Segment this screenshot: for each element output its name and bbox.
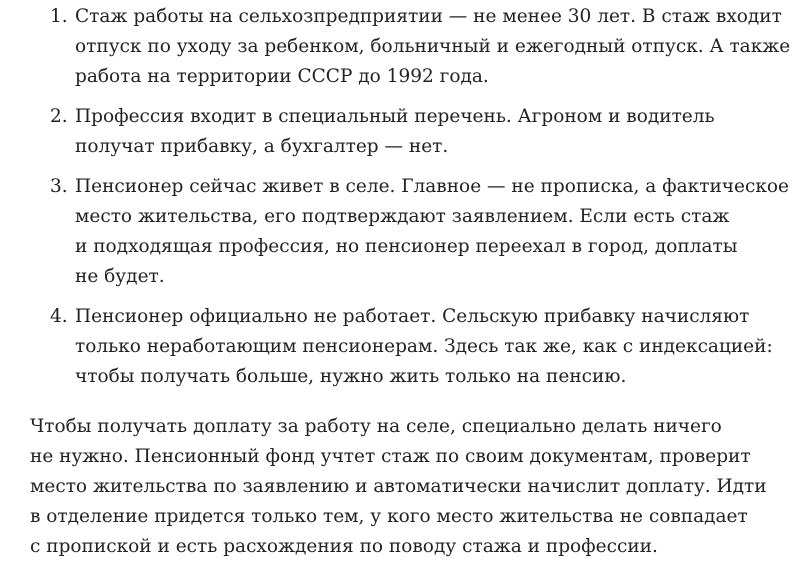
list-item-text-line: получат прибавку, а бухгалтер — нет.	[75, 136, 449, 157]
list-item-number: 4.	[50, 306, 68, 327]
list-item	[30, 102, 790, 162]
list-item-text-line: и подходящая профессия, но пенсионер переехал в город, доплаты	[75, 236, 738, 257]
list-item-number: 1.	[50, 6, 68, 27]
list-item	[30, 302, 790, 392]
list-item-text-line: Пенсионер сейчас живет в селе. Главное — не прописка, а фактическое	[75, 176, 789, 197]
list-item-text-line: Пенсионер официально не работает. Сельскую прибавку начисляют	[75, 306, 750, 327]
paragraph-line: не нужно. Пенсионный фонд учтет стаж по своим документам, проверит	[30, 446, 751, 467]
paragraph-line: Чтобы получать доплату за работу на селе, специально делать ничего	[30, 416, 722, 437]
list-item	[30, 2, 790, 92]
list-item-text-line: чтобы получать больше, нужно жить только на пенсию.	[75, 366, 627, 387]
list-item-text-line: место жительства, его подтверждают заявлением. Если есть стаж	[75, 206, 730, 227]
paragraph-line: с пропиской и есть расхождения по поводу стажа и профессии.	[30, 536, 658, 557]
list-item-number: 2.	[50, 106, 68, 127]
list-item-text-line: отпуск по уходу за ребенком, больничный и ежегодный отпуск. А также	[75, 36, 791, 57]
paragraph-line: в отделение придется только тем, у кого место жительства не совпадает	[30, 506, 748, 527]
list-item-text-line: работа на территории СССР до 1992 года.	[75, 66, 489, 87]
list-item-text-line: Стаж работы на сельхозпредприятии — не менее 30 лет. В стаж входит	[75, 6, 782, 27]
list-item-text-line: не будет.	[75, 266, 165, 287]
list-item-text-line: Профессия входит в специальный перечень. Агроном и водитель	[75, 106, 715, 127]
list-item-number: 3.	[50, 176, 68, 197]
paragraph-line: место жительства по заявлению и автоматически начислит доплату. Идти	[30, 476, 767, 497]
conditions-list	[30, 2, 790, 392]
article-body	[30, 2, 790, 562]
list-item-text-line: только неработающим пенсионерам. Здесь так же, как с индексацией:	[75, 336, 773, 357]
list-item	[30, 172, 790, 292]
summary-paragraph	[30, 412, 790, 562]
